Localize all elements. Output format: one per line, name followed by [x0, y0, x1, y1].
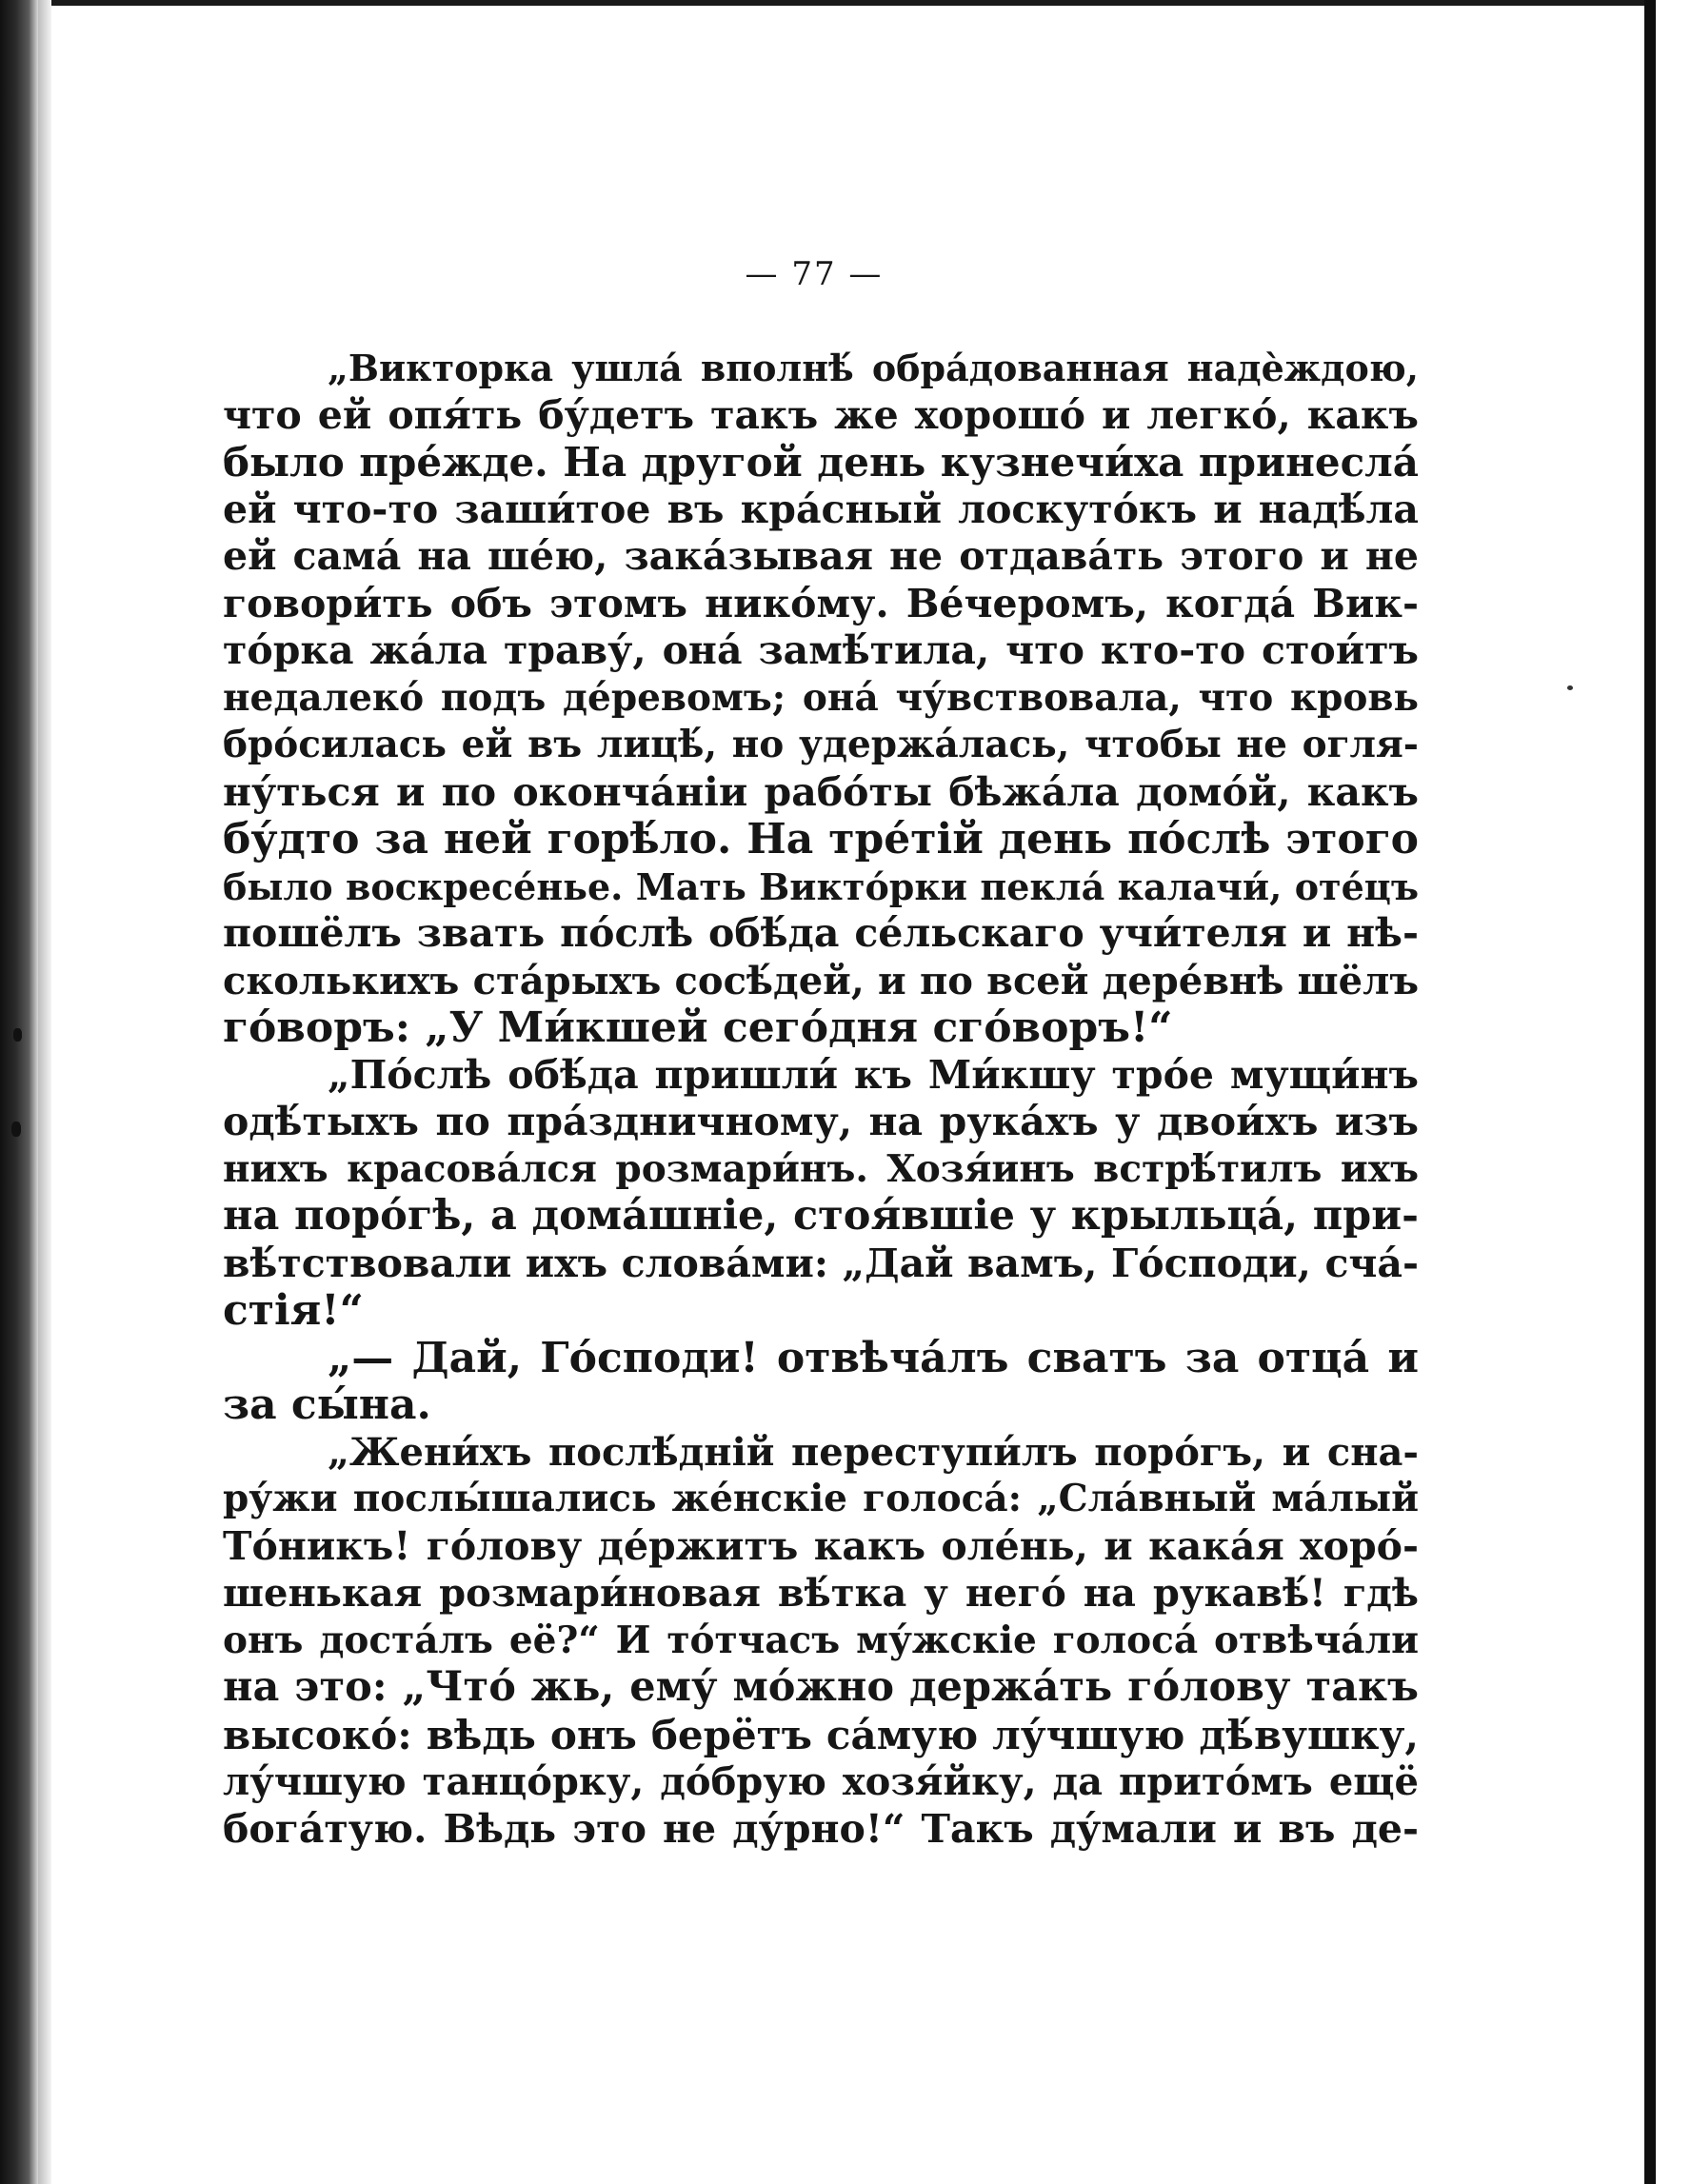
text-line: на поро́гѣ, а дома́шнiе, стоя́вшiе у крыльца́, при-: [223, 1193, 1419, 1240]
text-line: „По́слѣ обѣ́да пришли́ къ Ми́кшу тро́е мущи́нъ: [328, 1051, 1419, 1098]
text-line: недалеко́ подъ де́ревомъ; она́ чу́вствовала, что кровь: [223, 675, 1419, 720]
text-line: пошёлъ звать по́слѣ обѣ́да се́льскаго учи́теля и нѣ-: [223, 910, 1419, 956]
text-line: говори́ть объ этомъ нико́му. Ве́черомъ, когда́ Вик-: [223, 580, 1419, 626]
text-line: бога́тую. Вѣдь это не ду́рно!“ Такъ ду́мали и въ де-: [223, 1805, 1419, 1852]
scan-left-shadow: [38, 0, 51, 2184]
text-line: за сы́на.: [223, 1381, 431, 1429]
text-line: онъ доста́лъ её?“ И то́тчасъ му́жскiе голоса́ отвѣча́ли: [223, 1618, 1419, 1662]
text-line: на это: „Что́ жь, ему́ мо́жно держа́ть го́лову такъ: [223, 1664, 1419, 1711]
text-line: „Жени́хъ послѣ́днiй переступи́лъ поро́гъ, и сна-: [328, 1429, 1419, 1475]
text-line: что ей опя́ть бу́детъ такъ же хорошо́ и легко́, какъ: [223, 391, 1419, 438]
ink-speck: [13, 1028, 22, 1042]
text-line: то́рка жа́ла траву́, она́ замѣ́тила, что кто-то стои́тъ: [223, 627, 1419, 673]
text-line: было пре́жде. На другой день кузнечи́ха принесла́: [223, 439, 1419, 486]
ink-speck: [11, 1122, 21, 1137]
text-line: „— Дай, Го́споди! отвѣча́лъ сватъ за отца́ и: [328, 1334, 1419, 1381]
text-line: было воскресе́нье. Мать Викто́рки пекла́ калачи́, оте́цъ: [223, 864, 1419, 908]
body-text: [223, 345, 1419, 1853]
text-line: лу́чшую танцо́рку, до́брую хозя́йку, да прито́мъ ещё: [223, 1759, 1419, 1804]
scan-right-margin: [1656, 0, 1691, 2184]
ink-speck: [1567, 685, 1573, 690]
text-line: бу́дто за ней горѣ́ло. На тре́тiй день по́слѣ этого: [223, 816, 1419, 864]
scan-right-edge: [1644, 0, 1656, 2184]
text-line: го́воръ: „У Ми́кшей сего́дня сго́воръ!“: [223, 1004, 1173, 1052]
text-line: ей сама́ на ше́ю, зака́зывая не отдава́ть этого и не: [223, 533, 1419, 579]
text-line: То́никъ! го́лову де́ржитъ какъ оле́нь, и кака́я хоро́-: [223, 1522, 1419, 1569]
text-line: ру́жи послы́шались же́нскiе голоса́: „Сла́вный ма́лый: [223, 1477, 1419, 1520]
scan-left-edge: [0, 0, 38, 2184]
text-line: ей что-то заши́тое въ кра́сный лоскуто́къ и надѣ́ла: [223, 486, 1419, 532]
text-line: одѣ́тыхъ по пра́здничному, на рука́хъ у двои́хъ изъ: [223, 1099, 1419, 1144]
text-line: нихъ красова́лся розмари́нъ. Хозя́инъ встрѣ́тилъ ихъ: [223, 1146, 1419, 1191]
text-line: бро́силась ей въ лицѣ́, но удержа́лась, чтобы не огля-: [223, 723, 1419, 766]
text-line: сколькихъ ста́рыхъ сосѣ́дей, и по всей дере́внѣ шёлъ: [223, 958, 1419, 1003]
text-line: „Викторка ушла́ вполнѣ́ обра́дованная надѐждою,: [328, 347, 1419, 389]
text-line: вѣ́тствовали ихъ слова́ми: „Дай вамъ, Го́споди, сча́-: [223, 1240, 1419, 1286]
text-line: шенькая розмари́новая вѣ́тка у него́ на рукавѣ́! гдѣ: [223, 1571, 1419, 1616]
scan-top-edge: [38, 0, 1656, 6]
page-number: — 77 —: [745, 255, 884, 293]
text-line: высоко́: вѣдь онъ берётъ са́мую лу́чшую дѣ́вушку,: [223, 1711, 1419, 1758]
text-line: ну́ться и по оконча́нiи рабо́ты бѣжа́ла домо́й, какъ: [223, 768, 1419, 815]
text-line: стiя!“: [223, 1287, 364, 1335]
